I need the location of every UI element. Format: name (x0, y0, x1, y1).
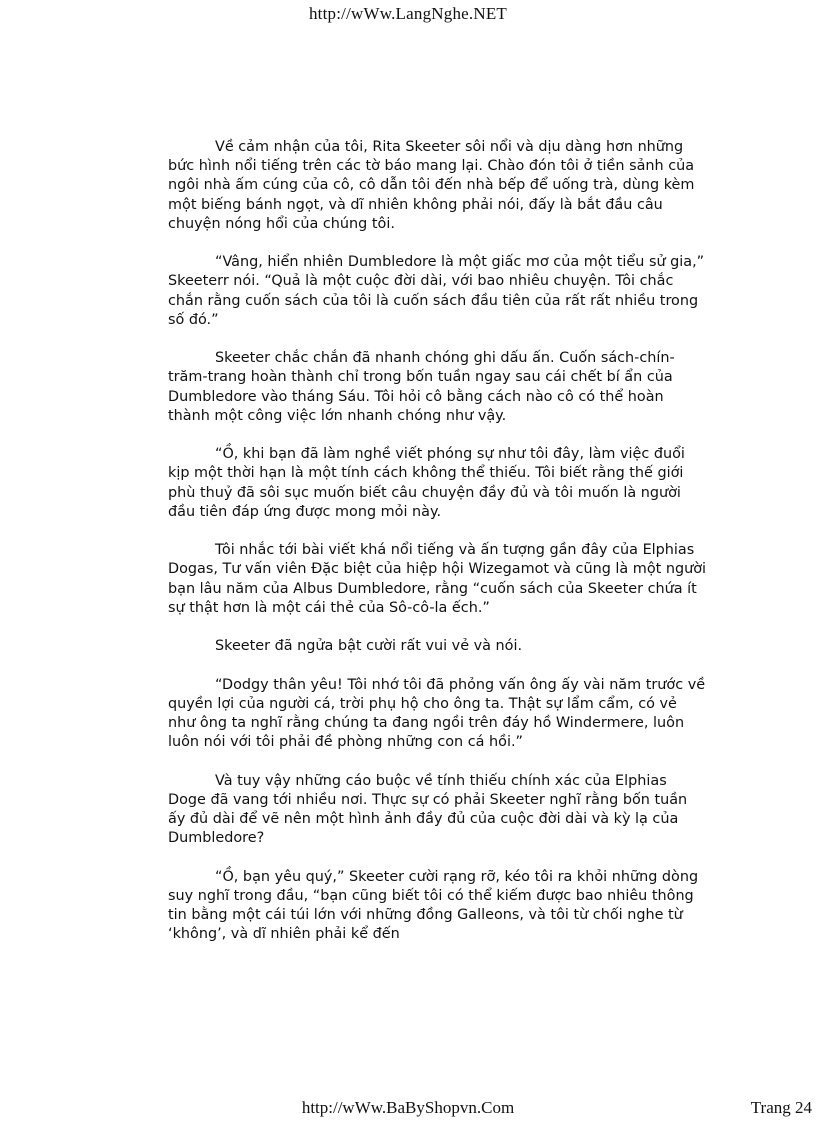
paragraph: “Ồ, khi bạn đã làm nghề viết phóng sự như tôi đây, làm việc đuổi kịp một thời hạn là một tính cách không thể thiếu. Tôi biết rằng thế giới phù thuỷ đã sôi sục muốn biết câu chuyện đầy đủ và tôi muốn là người đầu tiên đáp ứng được mong mỏi này. (168, 446, 685, 520)
paragraph: Skeeter đã ngửa bật cười rất vui vẻ và nói. (215, 638, 523, 655)
paragraph: “Ồ, bạn yêu quý,” Skeeter cười rạng rỡ, kéo tôi ra khỏi những dòng suy nghĩ trong đầu, “bạn cũng biết tôi có thể kiếm được bao nhiêu thông tin bằng một cái túi lớn với những đồng Galleons, và tôi từ chối nghe từ ‘không’, và dĩ nhiên phải kể đến (168, 868, 699, 943)
paragraph: “Dodgy thân yêu! Tôi nhớ tôi đã phỏng vấn ông ấy vài năm trước về quyền lợi của người cá, trời phụ hộ cho ông ta. Thật sự lẩm cẩm, có vẻ như ông ta nghĩ rằng chúng ta đang ngồi trên đáy hồ Windermere, luôn luôn nói với tôi phải đề phòng những con cá hồi.” (168, 676, 706, 751)
paragraph: “Vâng, hiển nhiên Dumbledore là một giấc mơ của một tiểu sử gia,” Skeeterr nói. “Quả là một cuộc đời dài, với bao nhiêu chuyện. Tôi chắc chắn rằng cuốn sách của tôi là cuốn sách đầu tiên của rất rất nhiều trong số đó.” (168, 254, 705, 328)
page-number: Trang 24 (750, 1098, 812, 1117)
page-header-url: http://wWw.LangNghe.NET (308, 4, 507, 23)
footer-url: http://wWw.BaByShopvn.Com (301, 1098, 515, 1117)
paragraph: Và tuy vậy những cáo buộc về tính thiếu chính xác của Elphias Doge đã vang tới nhiều nơi. Thực sự có phải Skeeter nghĩ rằng bốn tuần ấy đủ dài để vẽ nên một hình ảnh đầy đủ của cuộc đời dài và kỳ lạ của Dumbledore? (168, 772, 688, 847)
page-footer (0, 1098, 816, 1120)
paragraph: Tôi nhắc tới bài viết khá nổi tiếng và ấn tượng gần đây của Elphias Dogas, Tư vấn viên Đặc biệt của hiệp hội Wizegamot và cũng là một người bạn lâu năm của Albus Dumbledore, rằng “cuốn sách của Skeeter chứa ít sự thật hơn là một cái thẻ của Sô-cô-la ếch.” (168, 542, 707, 616)
paragraph: Về cảm nhận của tôi, Rita Skeeter sôi nổi và dịu dàng hơn những bức hình nổi tiếng trên các tờ báo mang lại. Chào đón tôi ở tiền sảnh của ngôi nhà ấm cúng của cô, cô dẫn tôi đến nhà bếp để uống trà, dùng kèm một biếng bánh ngọt, và dĩ nhiên không phải nói, đấy là bắt đầu câu chuyện nóng hổi của chúng tôi. (168, 139, 695, 232)
paragraph: Skeeter chắc chắn đã nhanh chóng ghi dấu ấn. Cuốn sách-chín-trăm-trang hoàn thành chỉ trong bốn tuần ngay sau cái chết bí ẩn của Dumbledore vào tháng Sáu. Tôi hỏi cô bằng cách nào cô có thể hoàn thành một công việc lớn nhanh chóng như vậy. (168, 350, 675, 424)
document-body (168, 138, 708, 964)
